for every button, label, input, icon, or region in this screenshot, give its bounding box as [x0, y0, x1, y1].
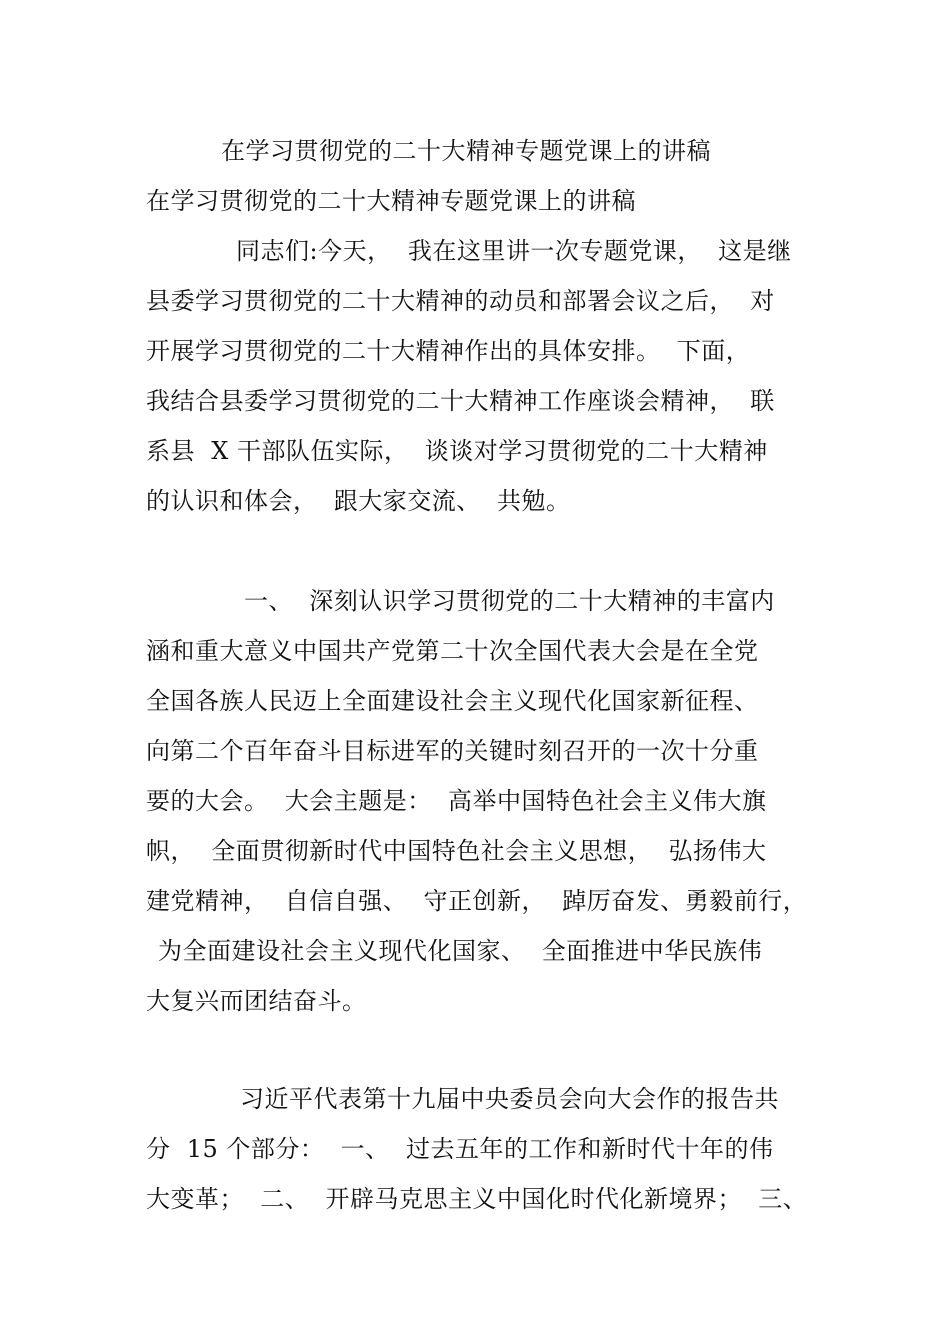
section-heading-line: 一、 深刻认识学习贯彻党的二十大精神的丰富内	[244, 587, 775, 615]
document-subtitle: 在学习贯彻党的二十大精神专题党课上的讲稿	[146, 187, 636, 215]
text-line: 建党精神， 自信自强、 守正创新， 踔厉奋发、勇毅前行，	[146, 887, 808, 915]
text-line: 涵和重大意义中国共产党第二十次全国代表大会是在全党	[146, 637, 759, 665]
text-line: 县委学习贯彻党的二十大精神的动员和部署会议之后， 对	[146, 287, 775, 315]
text-line: 开展学习贯彻党的二十大精神作出的具体安排。 下面，	[146, 337, 751, 365]
text-line: 同志们:今天， 我在这里讲一次专题党课， 这是继	[236, 237, 792, 265]
text-line: 大复兴而团结奋斗。	[146, 987, 367, 1015]
text-line: 的认识和体会， 跟大家交流、 共勉。	[146, 487, 571, 515]
text-line: 要的大会。 大会主题是： 高举中国特色社会主义伟大旗	[146, 787, 767, 815]
text-line: 为全面建设社会主义现代化国家、 全面推进中华民族伟	[158, 937, 763, 965]
text-line: 系县 X 干部队伍实际， 谈谈对学习贯彻党的二十大精神	[146, 437, 768, 465]
text-line: 全国各族人民迈上全面建设社会主义现代化国家新征程、	[146, 687, 759, 715]
text-line: 分 15 个部分： 一、 过去五年的工作和新时代十年的伟	[146, 1135, 774, 1163]
text-line: 习近平代表第十九届中央委员会向大会作的报告共	[240, 1085, 779, 1113]
document-title: 在学习贯彻党的二十大精神专题党课上的讲稿	[221, 137, 711, 165]
text-line: 我结合县委学习贯彻党的二十大精神工作座谈会精神， 联	[146, 387, 775, 415]
text-line: 向第二个百年奋斗目标进军的关键时刻召开的一次十分重	[146, 737, 759, 765]
text-line: 帜， 全面贯彻新时代中国特色社会主义思想， 弘扬伟大	[146, 837, 767, 865]
text-line: 大变革； 二、 开辟马克思主义中国化时代化新境界； 三、	[146, 1185, 808, 1213]
